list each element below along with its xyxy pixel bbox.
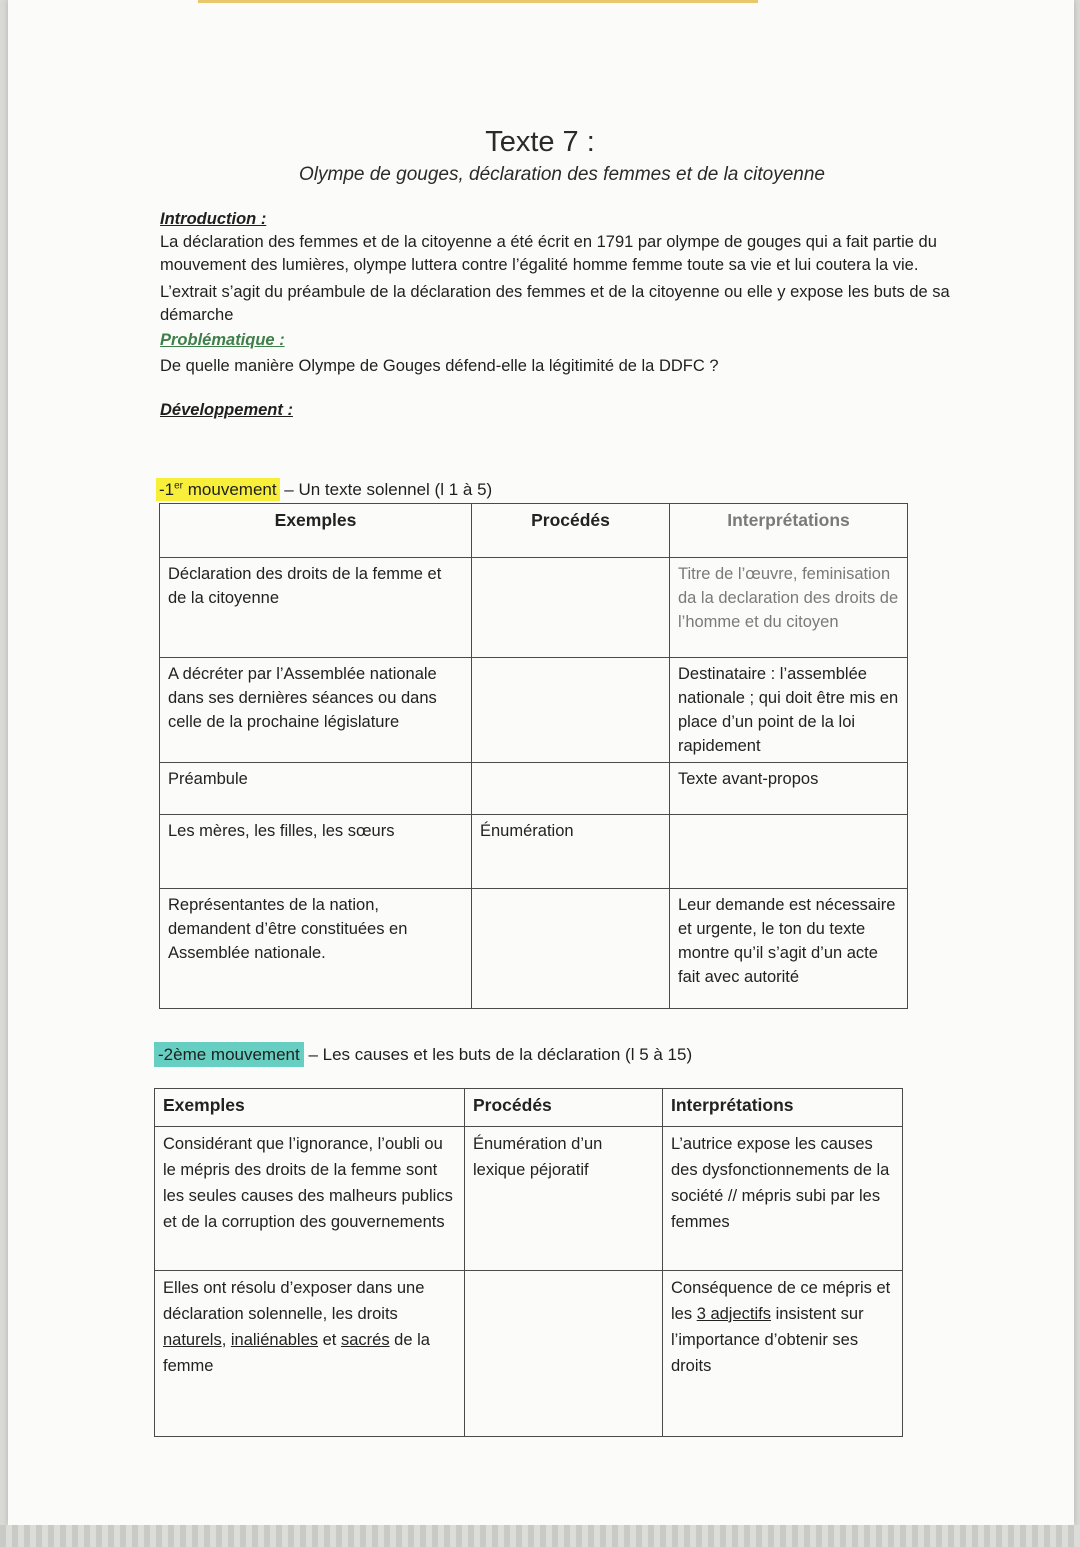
page-title: Texte 7 : [485, 126, 595, 158]
movement-1-table [159, 503, 908, 1009]
cell-exemple: Les mères, les filles, les sœurs [160, 815, 472, 889]
movement-1-title [156, 480, 492, 500]
cell-interpretation: Titre de l’œuvre, feminisation da la declaration des droits de l’homme et du citoyen [670, 558, 908, 658]
page-subtitle: Olympe de gouges, déclaration des femmes et de la citoyenne [299, 164, 825, 185]
cell-interpretation: Conséquence de ce mépris et les 3 adjectifs insistent sur l’importance d’obtenir ses droits [663, 1271, 903, 1437]
cell-procede: Énumération d’un lexique péjoratif [465, 1127, 663, 1271]
movement-1-subtitle: – Un texte solennel (l 1 à 5) [279, 480, 493, 499]
table-row [160, 815, 908, 889]
cell-procede [472, 658, 670, 763]
cell-interpretation [670, 815, 908, 889]
header-procedes: Procédés [465, 1089, 663, 1127]
cell-interpretation: Texte avant-propos [670, 763, 908, 815]
table-header-row [160, 504, 908, 558]
introduction-section [160, 208, 960, 422]
cell-procede: Énumération [472, 815, 670, 889]
table-row [160, 889, 908, 1009]
problematique-question: De quelle manière Olympe de Gouges défend-elle la légitimité de la DDFC ? [160, 357, 719, 375]
cell-exemple: A décréter par l’Assemblée nationale dans ses dernières séances ou dans celle de la prochaine législature [160, 658, 472, 763]
binder-edge [0, 1525, 1080, 1547]
table-header-row [155, 1089, 903, 1127]
cell-interpretation: Leur demande est nécessaire et urgente, le ton du texte montre qu’il s’agit d’un acte fait avec autorité [670, 889, 908, 1009]
movement-1-label: -1er mouvement [156, 478, 280, 501]
header-exemples: Exemples [160, 504, 472, 558]
problematique-heading: Problématique : [160, 331, 285, 349]
cell-procede [472, 763, 670, 815]
developpement-heading: Développement : [160, 401, 293, 419]
top-edge-line [198, 0, 758, 3]
cell-exemple: Préambule [160, 763, 472, 815]
cell-procede [472, 558, 670, 658]
movement-2-label: -2ème mouvement [154, 1042, 304, 1067]
cell-interpretation: L’autrice expose les causes des dysfonctionnements de la société // mépris subi par les femmes [663, 1127, 903, 1271]
cell-exemple: Représentantes de la nation, demandent d’être constituées en Assemblée nationale. [160, 889, 472, 1009]
table-row [160, 763, 908, 815]
table-row [160, 658, 908, 763]
header-procedes: Procédés [472, 504, 670, 558]
cell-exemple: Déclaration des droits de la femme et de la citoyenne [160, 558, 472, 658]
header-interpretations: Interprétations [663, 1089, 903, 1127]
cell-exemple: Considérant que l’ignorance, l’oubli ou le mépris des droits de la femme sont les seules causes des malheurs publics et de la corruption des gouvernements [155, 1127, 465, 1271]
header-exemples: Exemples [155, 1089, 465, 1127]
movement-2-subtitle: – Les causes et les buts de la déclaration (l 5 à 15) [303, 1045, 693, 1064]
table-row [155, 1127, 903, 1271]
cell-procede [472, 889, 670, 1009]
introduction-heading: Introduction : [160, 210, 267, 228]
table-row [160, 558, 908, 658]
cell-interpretation: Destinataire : l’assemblée nationale ; qui doit être mis en place d’un point de la loi rapidement [670, 658, 908, 763]
table-row [155, 1271, 903, 1437]
introduction-paragraph-1: La déclaration des femmes et de la citoyenne a été écrit en 1791 par olympe de gouges qui a fait partie du mouvement des lumières, olympe luttera contre l’égalité homme femme toute sa vie et lui coutera la vie. [160, 233, 937, 274]
movement-2-title [154, 1045, 692, 1065]
cell-procede [465, 1271, 663, 1437]
movement-2-table [154, 1088, 903, 1437]
header-interpretations: Interprétations [670, 504, 908, 558]
introduction-paragraph-2: L’extrait s’agit du préambule de la déclaration des femmes et de la citoyenne ou elle y expose les buts de sa démarche [160, 283, 950, 324]
cell-exemple: Elles ont résolu d’exposer dans une déclaration solennelle, les droits naturels, inaliénables et sacrés de la femme [155, 1271, 465, 1437]
